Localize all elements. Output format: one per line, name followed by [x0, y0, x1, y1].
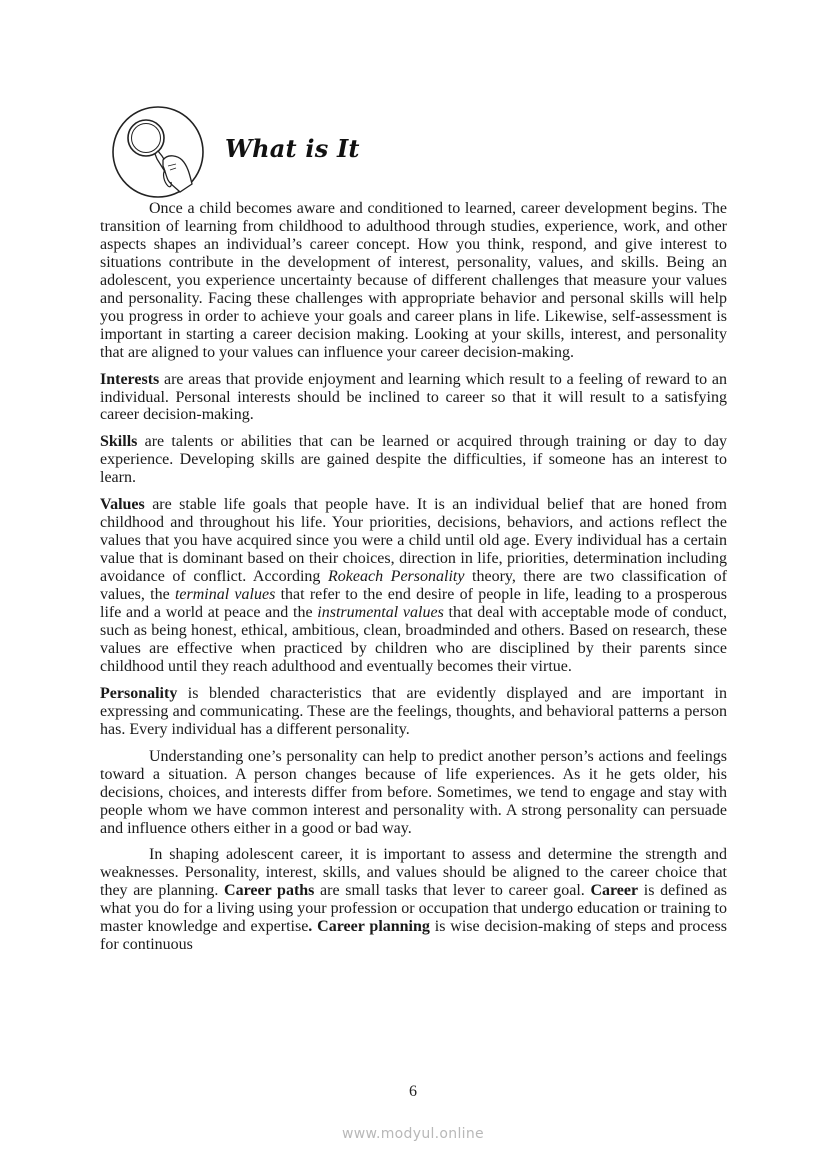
shaping-paragraph — [100, 846, 727, 954]
career-planning-term: Career planning — [317, 918, 430, 936]
terminal-values-term: terminal values — [174, 586, 276, 604]
shaping-text: In shaping adolescent career, it is important to assess and determine the strength and weaknesses. Personality, interest, skills, and values should be aligned to the career choice that they are planning. — [100, 846, 727, 900]
interests-term: Interests — [100, 370, 160, 388]
interests-text: are areas that provide enjoyment and learning which result to a feeling of reward to an individual. Personal interests should be inclined to career so that it will result to a satisfying career decision-making. — [100, 370, 727, 424]
magnifying-glass-icon — [110, 104, 206, 200]
rokeach-term: Rokeach Personality — [328, 568, 465, 586]
career-paths-term: Career paths — [224, 882, 315, 900]
shaping-text: are small tasks that lever to career goal. — [314, 882, 591, 900]
skills-paragraph — [100, 433, 727, 487]
skills-text: are talents or abilities that can be learned or acquired through training or day to day experience. Developing skills are gained despite the difficulties, if someone has an interest to learn. — [100, 433, 727, 487]
values-term: Values — [100, 496, 145, 514]
values-text: are stable life goals that people have. It is an individual belief that are honed from childhood and throughout his life. Your priorities, decisions, behaviors, and actions reflect the values that you have acquired since you were a child until old age. Every individual has a certain value that is dominant based on their choices, direction in life, priorities, determination including avoidance of conflict. According — [100, 496, 727, 586]
career-term: Career — [590, 882, 639, 900]
personality-text: is blended characteristics that are evidently displayed and are important in expressing and communicating. These are the feelings, thoughts, and behavioral patterns a person has. Every individual has a different personality. — [100, 684, 727, 738]
shaping-text: is defined as what you do for a living using your profession or occupation that undergo education or training to master knowledge and expertise — [100, 882, 728, 936]
watermark: www.modyul.online — [342, 1126, 484, 1142]
period-mark: . — [308, 918, 313, 936]
body-text — [100, 200, 727, 963]
personality-term: Personality — [100, 684, 178, 702]
instrumental-values-term: instrumental values — [317, 604, 444, 622]
page-number: 6 — [409, 1083, 417, 1100]
interests-paragraph — [100, 371, 727, 425]
section-title: What is It — [225, 134, 360, 163]
skills-term: Skills — [100, 433, 138, 451]
shaping-text: is wise decision-making of steps and process for continuous — [100, 918, 728, 954]
values-text: that refer to the end desire of people in life, leading to a prosperous life and a world at peace and the — [100, 586, 728, 622]
section-header — [110, 104, 510, 200]
personality-paragraph — [100, 685, 727, 739]
understanding-paragraph: Understanding one’s personality can help to predict another person’s actions and feelings toward a situation. A person changes because of life experiences. As it he gets older, his decisions, choices, and interests differ from before. Sometimes, we tend to engage and stay with people whom we have common interest and personality with. A strong personality can persuade and influence others either in a good or bad way. — [100, 747, 727, 837]
values-paragraph — [100, 496, 727, 676]
values-text: that deal with acceptable mode of conduct, such as being honest, ethical, ambitious, clean, broadminded and others. Based on research, these values are effective when practiced by children who are disciplined by their parents since childhood until they reach adulthood and eventually becomes their virtue. — [100, 604, 728, 675]
intro-paragraph: Once a child becomes aware and conditioned to learned, career development begins. The transition of learning from childhood to adulthood through studies, experience, work, and other aspects shapes an individual’s career concept. How you think, respond, and give interest to situations contribute in the development of interest, personality, values, and skills. Being an adolescent, you experience uncertainty because of different challenges that measure your values and personality. Facing these challenges with appropriate behavior and personal skills will help you progress in order to achieve your goals and career plans in life. Likewise, self-assessment is important in starting a career decision making. Looking at your skills, interest, and personality that are aligned to your values can influence your career decision-making. — [100, 200, 727, 361]
values-text: theory, there are two classification of values, the — [100, 568, 727, 604]
